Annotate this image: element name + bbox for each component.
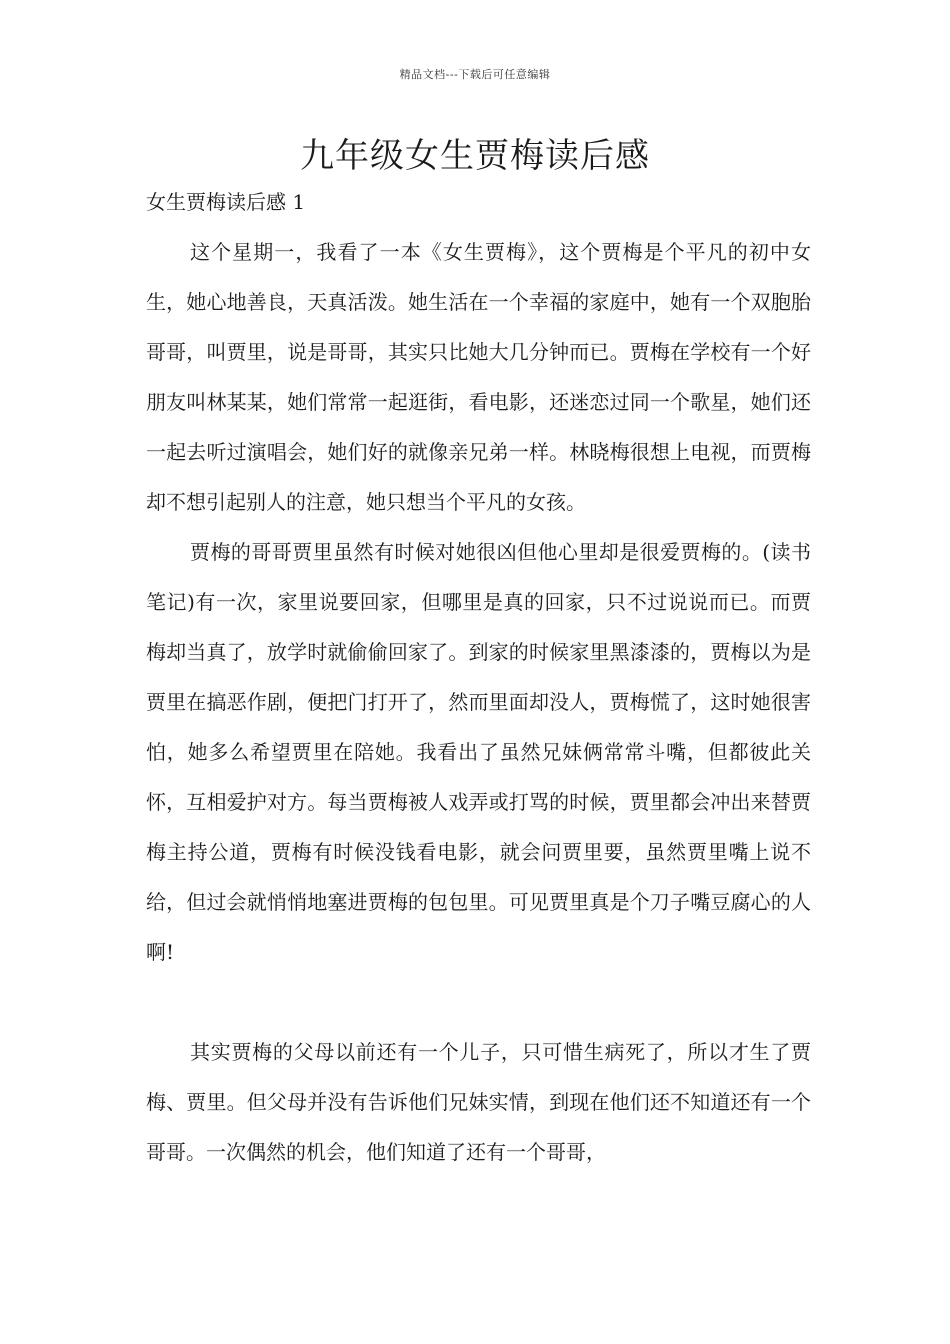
paragraph-3: 其实贾梅的父母以前还有一个儿子，只可惜生病死了，所以才生了贾梅、贾里。但父母并没有告诉他们兄妹实情，到现在他们还不知道还有一个哥哥。一次偶然的机会，他们知道了还有一个哥哥， (146, 1040, 811, 1164)
paragraph-2: 贾梅的哥哥贾里虽然有时候对她很凶但他心里却是很爱贾梅的。(读书笔记)有一次，家里说要回家，但哪里是真的回家，只不过说说而已。而贾梅却当真了，放学时就偷偷回家了。到家的时候家里黑漆漆的，贾梅以为是贾里在搞恶作剧，便把门打开了，然而里面却没人，贾梅慌了，这时她很害怕，她多么希望贾里在陪她。我看出了虽然兄妹俩常常斗嘴，但都彼此关怀，互相爱护对方。每当贾梅被人戏弄或打骂的时候，贾里都会冲出来替贾梅主持公道，贾梅有时候没钱看电影，就会问贾里要，虽然贾里嘴上说不给，但过会就悄悄地塞进贾梅的包包里。可见贾里真是个刀子嘴豆腐心的人啊! (146, 540, 811, 964)
paragraph-1: 这个星期一，我看了一本《女生贾梅》，这个贾梅是个平凡的初中女生，她心地善良，天真活泼。她生活在一个幸福的家庭中，她有一个双胞胎哥哥，叫贾里，说是哥哥，其实只比她大几分钟而已。贾梅在学校有一个好朋友叫林某某，她们常常一起逛街，看电影，还迷恋过同一个歌星，她们还一起去听过演唱会，她们好的就像亲兄弟一样。林晓梅很想上电视，而贾梅却不想引起别人的注意，她只想当个平凡的女孩。 (146, 240, 811, 514)
header-note: 精品文档---下载后可任意编辑 (399, 68, 551, 81)
paragraph-gap (146, 977, 811, 1027)
document-body (146, 227, 811, 1177)
section-heading: 女生贾梅读后感 1 (146, 190, 306, 214)
page-title: 九年级女生贾梅读后感 (300, 136, 650, 176)
